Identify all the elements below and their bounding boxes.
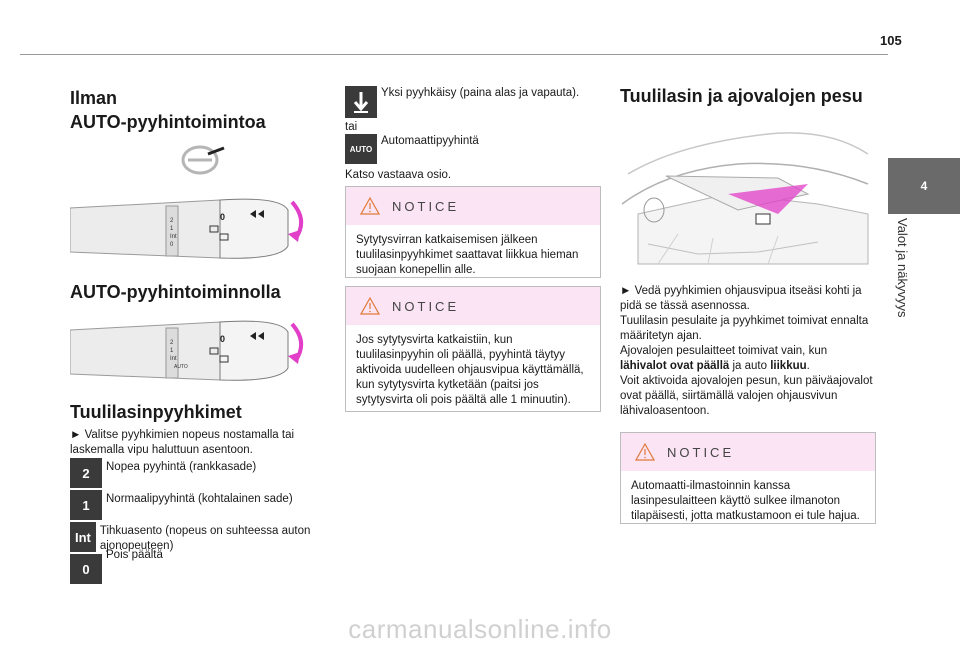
top-divider (20, 54, 888, 55)
speed-1-icon: 1 (70, 490, 102, 520)
heading-without-auto-line1: Ilman (70, 88, 118, 108)
speed-2-icon: 2 (70, 458, 102, 488)
heading-wipers: Tuulilasinpyyhkimet (70, 402, 242, 422)
stalk-label-0-large: 0 (220, 212, 226, 222)
speed-2-text: Nopea pyyhintä (rankkasade) (106, 461, 257, 473)
auto-wipe-text: Automaattipyyhintä (381, 135, 479, 147)
see-section-text: Katso vastaava osio. (345, 169, 452, 181)
warning-triangle-icon (360, 197, 380, 215)
stalk2-label-1: 1 (170, 348, 174, 354)
notice-body: Automaatti-ilmastoinnin kanssa lasinpesulaitteen käyttö sulkee ilmanoton tilapäisesti, jotta matkustamoon ei tule hajua. (631, 480, 860, 522)
single-wipe-text: Yksi pyyhkäisy (paina alas ja vapauta). (381, 87, 580, 99)
condition-part-1: Ajovalojen pesulaitteet toimivat vain, kun (620, 345, 828, 357)
stalk-label-0: 0 (170, 242, 174, 248)
notice-box (345, 286, 601, 412)
speed-0-icon: 0 (70, 554, 102, 584)
stalk2-label-0-large: 0 (220, 334, 226, 344)
speed-int-text: Tihkuasento (nopeus on suhteessa auton ajonopeuteen) (99, 525, 311, 552)
daytime-lights-note: Voit aktivoida ajovalojen pesun, kun päiväajovalot ovat päällä, siirtämällä valojen ohjausvivun lähivaloasentoon. (620, 375, 873, 417)
speed-0-text: Pois päältä (106, 549, 163, 561)
speed-list (70, 458, 332, 584)
notice-title: NOTICE (392, 198, 460, 214)
heading-with-auto: AUTO-pyyhintoiminnolla (70, 282, 281, 302)
washer-instructions (620, 284, 876, 419)
warning-triangle-icon (635, 443, 655, 461)
notice-body: Sytytysvirran katkaisemisen jälkeen tuulilasinpyyhkimet saattavat liikkua hieman suojaan konepellin alle. (356, 234, 579, 276)
wiper-stalk-illustration (70, 190, 310, 268)
washer-duration: Tuulilasin pesulaite ja pyyhkimet toimivat ennalta määritetyn ajan. (620, 315, 869, 342)
washer-step: ► Vedä pyyhkimien ohjausvipua itseäsi kohti ja pidä se tässä asennossa. (620, 285, 862, 312)
chapter-tab[interactable]: 4 (888, 158, 960, 214)
heading-washers: Tuulilasin ja ajovalojen pesu (620, 86, 863, 106)
speed-1-text: Normaalipyyhintä (kohtalainen sade) (106, 493, 293, 505)
wipers-intro: ► Valitse pyyhkimien nopeus nostamalla tai laskemalla vipu haluttuun asentoon. (70, 429, 295, 456)
chapter-label (890, 218, 912, 348)
condition-moving: liikkuu (770, 360, 807, 372)
notice-header (346, 187, 600, 225)
speed-int-icon: Int (70, 522, 96, 552)
condition-part-2: ja auto (729, 360, 771, 372)
notice-box (345, 186, 601, 278)
headlamp-washer-condition (620, 344, 876, 374)
stalk-label-2: 2 (170, 218, 174, 224)
stalk2-label-auto: AUTO (174, 364, 188, 370)
speed-item (70, 490, 332, 520)
warning-triangle-icon (360, 297, 380, 315)
heading-without-auto-line2: AUTO-pyyhintoimintoa (70, 112, 266, 132)
watermark: carmanualsonline.info (348, 614, 612, 644)
speed-item (70, 549, 332, 584)
car-front-illustration (618, 114, 874, 280)
stalk2-label-2: 2 (170, 340, 174, 346)
or-text: tai (345, 121, 358, 133)
notice-header (346, 287, 600, 325)
chapter-label-text: Valot ja näkyvyys (895, 218, 910, 318)
condition-part-3: . (806, 360, 810, 372)
notice-title: NOTICE (667, 444, 735, 460)
notice-box (620, 432, 876, 524)
wiper-stalk-auto-illustration (70, 312, 310, 390)
stalk2-label-int: Int (170, 356, 177, 362)
single-wipe-icon (345, 86, 377, 118)
notice-body: Jos sytytysvirta katkaistiin, kun tuulilasinpyyhin oli päällä, pyyhintä täytyy aktivoida uudelleen ohjausvipua käyttämällä, kun sytytysvirta kytketään (paitsi jos sytytysvirta oli pois päältä alle 1 minuutin). (356, 334, 584, 406)
stalk-label-int: Int (170, 234, 177, 240)
auto-wipe-icon: AUTO (345, 134, 377, 164)
heading-without-auto (70, 86, 300, 134)
steering-wheel-icon (180, 140, 226, 176)
speed-item (70, 458, 332, 488)
condition-dipped-beam: lähivalot ovat päällä (620, 360, 730, 372)
page-number: 105 (880, 33, 902, 48)
stalk-label-1: 1 (170, 226, 174, 232)
notice-title: NOTICE (392, 298, 460, 314)
notice-header (621, 433, 875, 471)
